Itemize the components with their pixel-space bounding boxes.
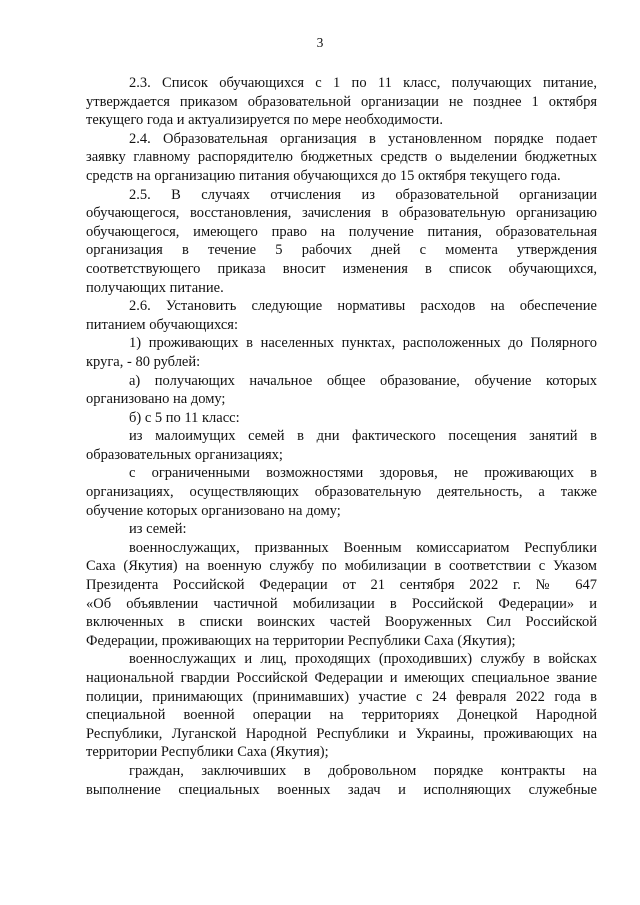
text-line: б) с 5 по 11 класс: (129, 409, 240, 426)
page-number: 3 (316, 35, 324, 50)
text-line: круга, - 80 рублей: (86, 353, 201, 370)
paragraph (86, 130, 597, 186)
text-line: обучающегося, восстановления, зачисления в образовательную организацию (86, 205, 597, 222)
text-line: с ограниченными возможностями здоровья, не проживающих в (129, 465, 597, 482)
text-line: Саха (Якутия) на военную службу по мобилизации в соответствии с Указом (86, 558, 597, 575)
text-line: из малоимущих семей в дни фактического посещения занятий в (129, 428, 597, 445)
paragraph (86, 762, 597, 799)
text-line: Федерации, проживающих на территории Республики Саха (Якутия); (86, 632, 516, 649)
text-line: Республики, Луганской Народной Республики и Украины, проживающих на (86, 725, 597, 742)
paragraph (86, 186, 597, 298)
paragraph (86, 297, 597, 334)
text-line: обучение которых организовано на дому; (86, 502, 341, 519)
text-line: текущего года и актуализируется по мере необходимости. (86, 112, 443, 129)
paragraph (86, 650, 597, 762)
text-line: получающих питание. (86, 279, 224, 296)
text-line: 2.6. Установить следующие нормативы расходов на обеспечение (129, 298, 597, 315)
text-line: утверждается приказом образовательной организации не позднее 1 октября (86, 93, 597, 110)
paragraph (86, 520, 597, 539)
document-body (86, 74, 597, 799)
text-line: образовательных организациях; (86, 446, 283, 463)
text-line: организациях, осуществляющих образовательную деятельность, а также (86, 484, 597, 501)
text-line: территории Республики Саха (Якутия); (86, 744, 329, 761)
paragraph (86, 334, 597, 371)
text-line: организовано на дому; (86, 391, 226, 408)
text-line: военнослужащих и лиц, проходящих (проходивших) службу в войсках (129, 651, 597, 668)
text-line: 2.5. В случаях отчисления из образовательной организации (129, 186, 597, 203)
text-line: соответствующего приказа вносит изменения в список обучающихся, (86, 260, 597, 277)
text-line: организация в течение 5 рабочих дней с момента утверждения (86, 242, 597, 259)
text-line: военнослужащих, призванных Военным комиссариатом Республики (129, 539, 597, 556)
text-line: обучающегося, имеющего право на получение питания, образовательная (86, 223, 597, 240)
text-line: специальной военной операции на территориях Донецкой Народной (86, 707, 597, 724)
text-line: полиции, принимающих (принимавших) участие с 24 февраля 2022 года в (86, 688, 597, 705)
paragraph (86, 372, 597, 409)
paragraph (86, 427, 597, 464)
text-line: из семей: (129, 521, 187, 538)
text-line: выполнение специальных военных задач и исполняющих служебные (86, 781, 597, 798)
paragraph (86, 539, 597, 651)
text-line: 2.3. Список обучающихся с 1 по 11 класс, получающих питание, (129, 75, 597, 91)
text-line: включенных в списки воинских частей Вооруженных Сил Российской (86, 614, 597, 631)
paragraph (86, 74, 597, 130)
text-line: «Об объявлении частичной мобилизации в Российской Федерации» и (86, 595, 597, 612)
text-line: средств на организацию питания обучающихся до 15 октября текущего года. (86, 167, 561, 184)
text-line: национальной гвардии Российской Федерации и имеющих специальное звание (86, 670, 597, 686)
text-line: заявку главному распорядителю бюджетных средств о выделении бюджетных (86, 149, 597, 166)
text-line: питанием обучающихся: (86, 316, 239, 333)
text-line: а) получающих начальное общее образование, обучение которых (129, 372, 597, 389)
text-line: Президента Российской Федерации от 21 сентября 2022 г. № 647 (86, 577, 597, 594)
text-line: 1) проживающих в населенных пунктах, расположенных до Полярного (129, 335, 597, 352)
paragraph (86, 464, 597, 520)
text-line: граждан, заключивших в добровольном порядке контракты на (129, 762, 597, 779)
text-line: 2.4. Образовательная организация в установленном порядке подает (129, 130, 597, 147)
paragraph (86, 409, 597, 428)
